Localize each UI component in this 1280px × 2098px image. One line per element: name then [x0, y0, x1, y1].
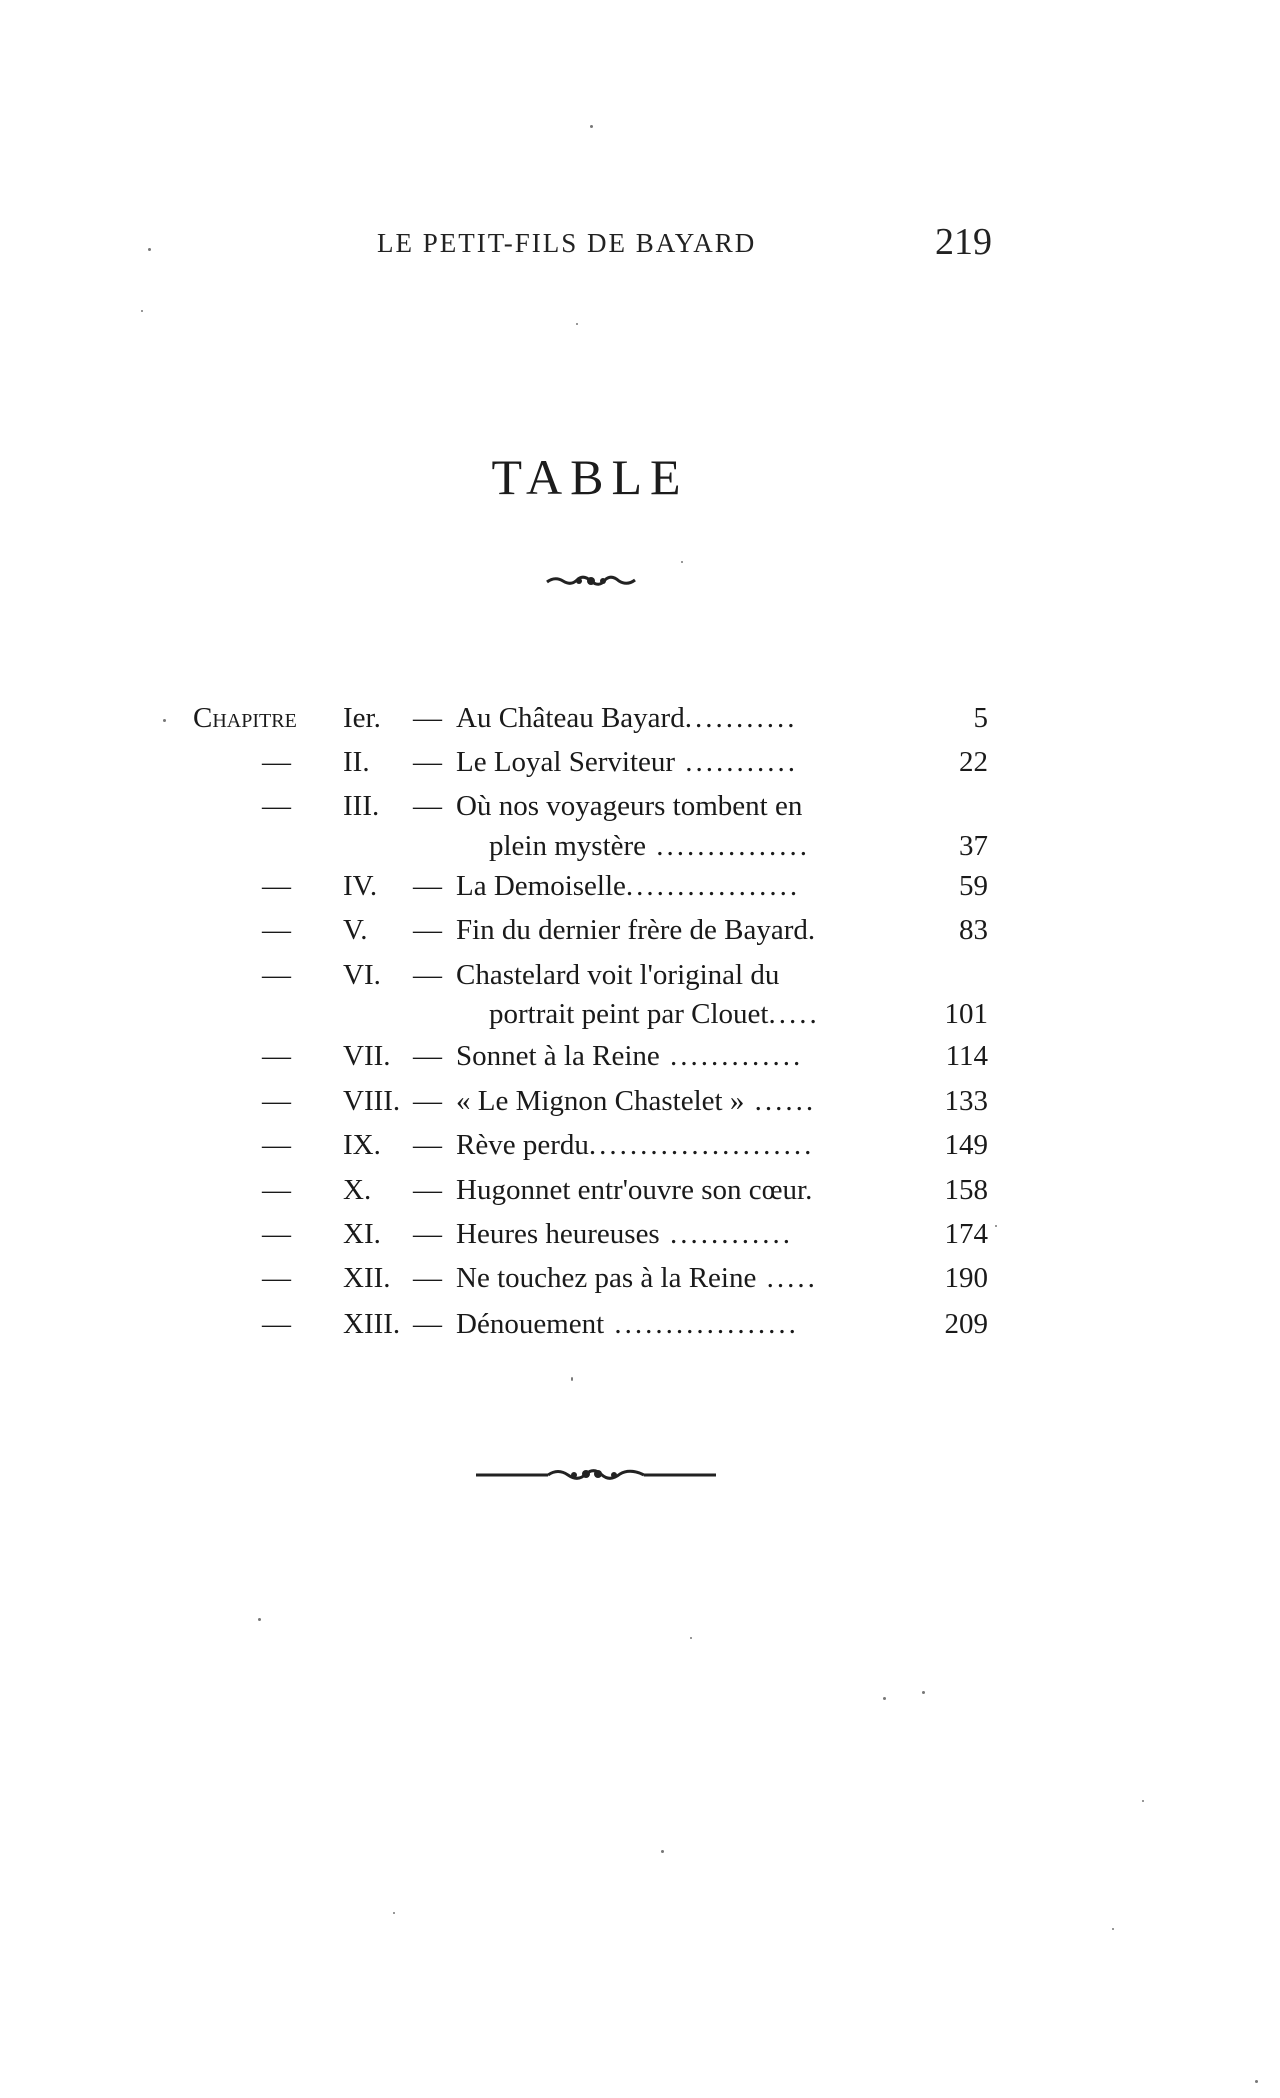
- separator-dash: —: [413, 790, 442, 822]
- chapter-number: VII.: [343, 1040, 391, 1072]
- chapter-title: Dénouement ..................: [456, 1308, 799, 1340]
- toc-entry: [0, 1081, 1280, 1121]
- separator-dash: —: [413, 1129, 442, 1161]
- scan-speck: [1142, 1800, 1144, 1802]
- toc-entry: [0, 1170, 1280, 1210]
- scan-speck: [661, 1850, 664, 1853]
- chapter-number: IV.: [343, 870, 378, 902]
- toc-entry: [0, 1214, 1280, 1254]
- chapter-title-continued: plein mystère ...............: [489, 830, 811, 862]
- chapter-number: VI.: [343, 959, 381, 991]
- chapter-page: 209: [944, 1308, 988, 1340]
- chapter-title: Au Château Bayard...........: [456, 702, 798, 734]
- separator-dash: —: [413, 959, 442, 991]
- chapter-number: Ier.: [343, 702, 381, 734]
- chapter-page: 101: [944, 998, 988, 1030]
- chapter-page: 149: [944, 1129, 988, 1161]
- scan-speck: [1255, 2080, 1258, 2083]
- chapter-number: III.: [343, 790, 380, 822]
- ditto-dash: —: [262, 746, 291, 778]
- chapter-page: 22: [959, 746, 988, 778]
- toc-entry: [0, 955, 1280, 995]
- scan-speck: [393, 1912, 395, 1914]
- ditto-dash: —: [262, 914, 291, 946]
- chapter-title: Rève perdu......................: [456, 1129, 815, 1161]
- scan-speck: [576, 323, 578, 325]
- scan-speck: [590, 125, 593, 128]
- scan-speck: [995, 1225, 997, 1227]
- scan-speck: [883, 1697, 886, 1700]
- chapter-number: VIII.: [343, 1085, 401, 1117]
- ditto-dash: —: [262, 1085, 291, 1117]
- toc-entry: [0, 698, 1280, 738]
- chapter-number: XII.: [343, 1262, 391, 1294]
- chapter-title: Fin du dernier frère de Bayard.: [456, 914, 816, 946]
- separator-dash: —: [413, 1040, 442, 1072]
- page-title: TABLE: [491, 449, 689, 505]
- chapter-page: 114: [945, 1040, 988, 1072]
- chapter-page: 158: [944, 1174, 988, 1206]
- separator-dash: —: [413, 1085, 442, 1117]
- chapter-title: La Demoiselle.................: [456, 870, 801, 902]
- ditto-dash: —: [262, 870, 291, 902]
- page-number: 219: [935, 221, 992, 263]
- chapter-title: Chastelard voit l'original du: [456, 959, 780, 991]
- chapter-page: 59: [959, 870, 988, 902]
- toc-entry-continuation: [0, 994, 1280, 1034]
- toc-entry: [0, 1304, 1280, 1344]
- toc-entry: [0, 786, 1280, 826]
- toc-entry: [0, 1125, 1280, 1165]
- scan-speck: [258, 1618, 261, 1621]
- ditto-dash: —: [262, 959, 291, 991]
- chapter-number: XIII.: [343, 1308, 401, 1340]
- ditto-dash: —: [262, 1262, 291, 1294]
- chapter-title: Le Loyal Serviteur ...........: [456, 746, 799, 778]
- toc-entry: [0, 910, 1280, 950]
- ditto-dash: —: [262, 790, 291, 822]
- separator-dash: —: [413, 746, 442, 778]
- chapter-title: Ne touchez pas à la Reine .....: [456, 1262, 818, 1294]
- chapter-title: Heures heureuses ............: [456, 1218, 793, 1250]
- toc-entry: [0, 866, 1280, 906]
- chapter-title: Où nos voyageurs tombent en: [456, 790, 803, 822]
- ditto-dash: —: [262, 1129, 291, 1161]
- chapter-number: XI.: [343, 1218, 381, 1250]
- running-head: LE PETIT-FILS DE BAYARD: [377, 228, 757, 258]
- ditto-dash: —: [262, 1040, 291, 1072]
- chapter-page: 190: [944, 1262, 988, 1294]
- chapter-number: X.: [343, 1174, 372, 1206]
- chapter-title: « Le Mignon Chastelet » ......: [456, 1085, 817, 1117]
- chapter-title: Hugonnet entr'ouvre son cœur.: [456, 1174, 813, 1206]
- ornament-bottom-icon: [474, 1464, 718, 1486]
- separator-dash: —: [413, 1218, 442, 1250]
- chapter-title: Sonnet à la Reine .............: [456, 1040, 804, 1072]
- scan-speck: [163, 719, 166, 722]
- chapter-page: 83: [959, 914, 988, 946]
- chapter-number: II.: [343, 746, 370, 778]
- ditto-dash: —: [262, 1308, 291, 1340]
- scan-speck: [1112, 1928, 1114, 1930]
- toc-entry-continuation: [0, 826, 1280, 866]
- scan-speck: [141, 310, 143, 312]
- scan-speck: [681, 561, 683, 563]
- separator-dash: —: [413, 1308, 442, 1340]
- chapter-page: 5: [973, 702, 988, 734]
- chapter-title-continued: portrait peint par Clouet.....: [489, 998, 820, 1030]
- scan-speck: [148, 248, 151, 251]
- scan-speck: [922, 1691, 925, 1694]
- ditto-dash: —: [262, 1218, 291, 1250]
- ditto-dash: —: [262, 1174, 291, 1206]
- chapter-page: 37: [959, 830, 988, 862]
- chapter-page: 133: [944, 1085, 988, 1117]
- separator-dash: —: [413, 1174, 442, 1206]
- scan-speck: [571, 1377, 573, 1381]
- separator-dash: —: [413, 702, 442, 734]
- scan-speck: [690, 1637, 692, 1639]
- separator-dash: —: [413, 914, 442, 946]
- chapter-page: 174: [944, 1218, 988, 1250]
- toc-entry: [0, 1036, 1280, 1076]
- toc-entry: [0, 1258, 1280, 1298]
- separator-dash: —: [413, 870, 442, 902]
- chapter-number: V.: [343, 914, 368, 946]
- toc-entry: [0, 742, 1280, 782]
- chapter-label: Chapitre: [193, 702, 297, 734]
- chapter-number: IX.: [343, 1129, 381, 1161]
- separator-dash: —: [413, 1262, 442, 1294]
